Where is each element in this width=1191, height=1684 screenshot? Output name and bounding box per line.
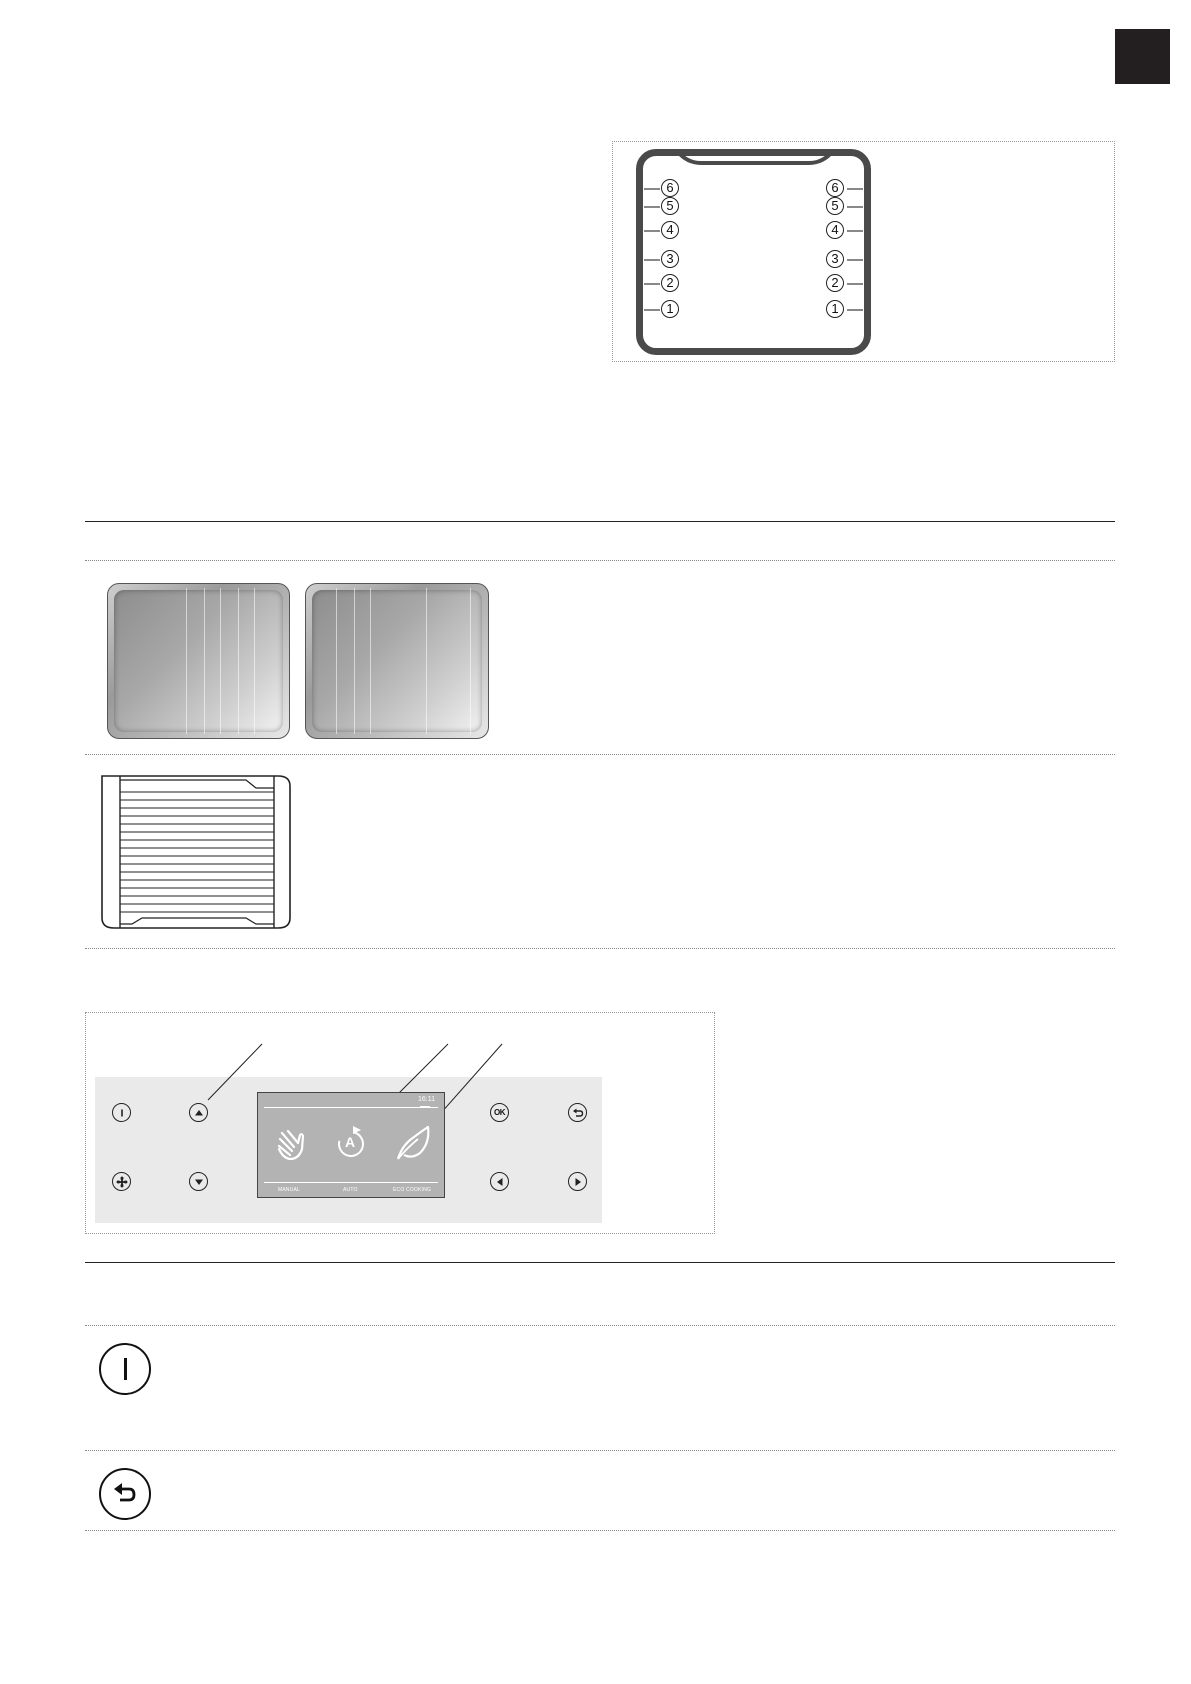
- up-arrow-icon: [194, 1108, 204, 1118]
- fan-icon: [116, 1176, 128, 1188]
- wire-grill: [98, 772, 294, 932]
- mode-label-auto: AUTO: [343, 1187, 358, 1193]
- auto-arrow-icon: [352, 1125, 362, 1135]
- leaf-icon[interactable]: [392, 1123, 432, 1163]
- power-icon: [99, 1343, 151, 1395]
- fan-button[interactable]: [112, 1172, 131, 1191]
- shelf-rail: [847, 283, 863, 285]
- shelf-rail: [847, 259, 863, 261]
- section-rule: [85, 521, 1115, 522]
- shelf-rail: [644, 230, 660, 232]
- shelf-rail: [644, 206, 660, 208]
- shelf-level-right-4: 4: [826, 221, 844, 239]
- shelf-level-left-4: 4: [661, 221, 679, 239]
- screen-divider: [264, 1107, 438, 1108]
- shelf-level-right-6: 6: [826, 179, 844, 197]
- shelf-level-right-5: 5: [826, 197, 844, 215]
- back-icon: [99, 1468, 151, 1520]
- shelf-rail: [847, 230, 863, 232]
- shelf-level-right-3: 3: [826, 250, 844, 268]
- shelf-level-right-2: 2: [826, 274, 844, 292]
- back-button[interactable]: [568, 1103, 587, 1122]
- shelf-rail: [847, 188, 863, 190]
- ok-button[interactable]: [490, 1103, 509, 1122]
- shelf-level-left-2: 2: [661, 274, 679, 292]
- row-divider: [85, 1450, 1115, 1451]
- section-rule: [85, 1262, 1115, 1263]
- row-divider: [85, 1530, 1115, 1531]
- shelf-level-left-3: 3: [661, 250, 679, 268]
- row-divider: [85, 754, 1115, 755]
- power-icon: [117, 1108, 127, 1118]
- display-screen[interactable]: [257, 1092, 445, 1198]
- shelf-rail: [847, 309, 863, 311]
- deep-tray: [305, 583, 489, 739]
- up-button[interactable]: [189, 1103, 208, 1122]
- left-arrow-icon: [495, 1177, 505, 1187]
- time-cursor: [420, 1106, 430, 1107]
- screen-divider: [264, 1182, 438, 1183]
- left-button[interactable]: [490, 1172, 509, 1191]
- shelf-rail: [847, 206, 863, 208]
- shelf-rail: [644, 188, 660, 190]
- row-divider: [85, 1325, 1115, 1326]
- shelf-level-left-6: 6: [661, 179, 679, 197]
- down-button[interactable]: [189, 1172, 208, 1191]
- shelf-level-left-1: 1: [661, 300, 679, 318]
- row-divider: [85, 560, 1115, 561]
- auto-letter: A: [345, 1134, 356, 1150]
- back-icon: [572, 1107, 584, 1119]
- baking-tray: [107, 583, 290, 739]
- screen-time: 16:11: [418, 1096, 435, 1103]
- shelf-rail: [644, 309, 660, 311]
- mode-label-manual: MANUAL: [278, 1187, 301, 1193]
- shelf-level-right-1: 1: [826, 300, 844, 318]
- mode-label-eco: ECO COOKING: [393, 1187, 432, 1193]
- right-arrow-icon: [573, 1177, 583, 1187]
- oven-top-vent: [675, 149, 835, 171]
- hand-icon[interactable]: [274, 1127, 310, 1163]
- right-button[interactable]: [568, 1172, 587, 1191]
- ok-icon: OK: [494, 1108, 505, 1117]
- row-divider: [85, 948, 1115, 949]
- shelf-rail: [644, 259, 660, 261]
- down-arrow-icon: [194, 1177, 204, 1187]
- power-button[interactable]: [112, 1103, 131, 1122]
- language-tab: [1115, 29, 1170, 84]
- shelf-rail: [644, 283, 660, 285]
- shelf-level-left-5: 5: [661, 197, 679, 215]
